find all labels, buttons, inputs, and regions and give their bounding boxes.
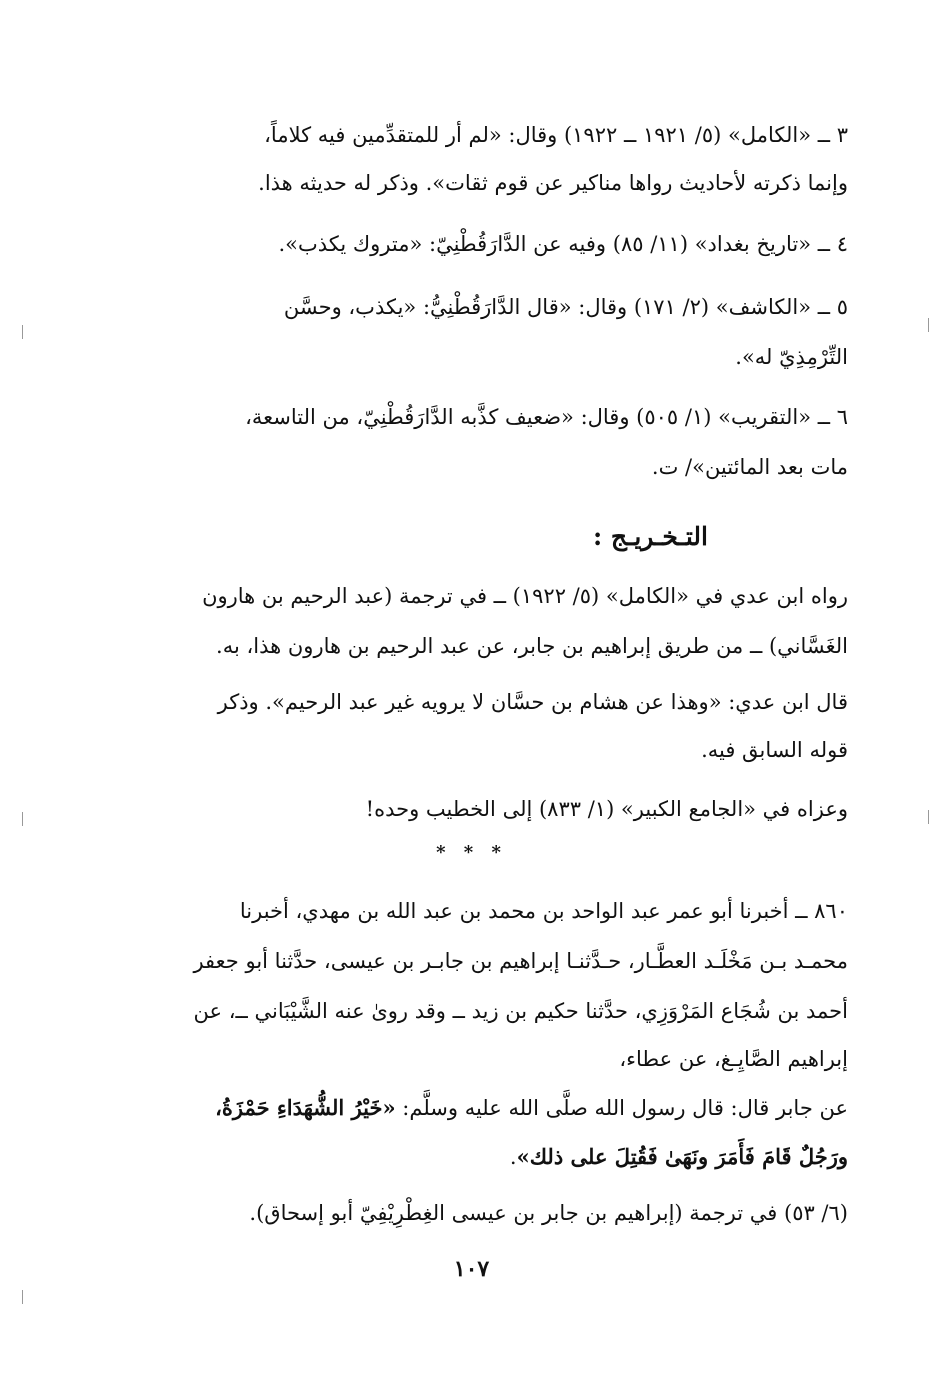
matn-quote-end: ورَجُلٌ قَامَ فَأَمَرَ ونَهَىٰ فَقُتِلَ على ذلك» [516, 1144, 848, 1169]
scan-edge-mark [22, 1290, 23, 1304]
scan-edge-mark [22, 812, 23, 826]
scan-edge-mark [928, 810, 929, 824]
hadith-matn-line-1 [96, 1082, 848, 1134]
page-number: ١٠٧ [453, 1256, 490, 1282]
section-separator: * * * [436, 842, 507, 863]
takhrij-para-3: وعزاه في «الجامع الكبير» (١/ ٨٣٣) إلى الخطيب وحده! [365, 797, 848, 821]
hadith-reference: (٦/ ٥٣) في ترجمة (إبراهيم بن جابر بن عيسى الغِطْرِيْفِيّ أبو إسحاق). [249, 1201, 848, 1225]
takhrij-para-2-line-1: قال ابن عدي: «وهذا عن هشام بن حسَّان لا يرويه غير عبد الرحيم». وذكر [217, 690, 848, 714]
matn-intro: عن جابر قال: قال رسول الله صلَّى الله عليه وسلَّم: [395, 1096, 848, 1120]
takhrij-para-1-line-1: رواه ابن عدي في «الكامل» (٥/ ١٩٢٢) ــ في ترجمة (عبد الرحيم بن هارون [202, 584, 848, 608]
hadith-matn-line-2 [96, 1131, 848, 1183]
footnote-3-line-1: ٣ ــ «الكامل» (٥/ ١٩٢١ ــ ١٩٢٢) وقال: «لم أر للمتقدِّمين فيه كلاماً، [264, 123, 848, 147]
scan-edge-mark [928, 318, 929, 332]
takhrij-para-1-line-2: الغَسَّاني) ــ من طريق إبراهيم بن جابر، عن عبد الرحيم بن هارون هذا، به. [216, 634, 848, 658]
matn-quote-start: «خَيْرُ الشُّهَدَاءِ حَمْزَةُ، [215, 1095, 396, 1120]
footnote-6-line-2: مات بعد المائتين»/ ت. [651, 455, 848, 479]
hadith-isnad-line-3: أحمد بن شُجَاع المَرْوَزِي، حدَّثنا حكيم بن زيد ــ وقد روىٰ عنه الشَّيْبَاني ــ، عن [193, 999, 848, 1023]
hadith-isnad-line-1: ٨٦٠ ــ أخبرنا أبو عمر عبد الواحد بن محمد بن عبد الله بن مهدي، أخبرنا [239, 899, 848, 923]
takhrij-heading: التـخـريـج : [592, 522, 708, 551]
footnote-6-line-1: ٦ ــ «التقريب» (١/ ٥٠٥) وقال: «ضعيف كذَّبه الدَّارَقُطْنِيّ، من التاسعة، [245, 405, 848, 429]
footnote-4-line-1: ٤ ــ «تاريخ بغداد» (١١/ ٨٥) وفيه عن الدَّارَقُطْنِيّ: «متروك يكذب». [278, 232, 848, 256]
takhrij-para-2-line-2: قوله السابق فيه. [701, 738, 848, 762]
footnote-5-line-2: التِّرْمِذِيّ له». [735, 345, 848, 369]
footnote-5-line-1: ٥ ــ «الكاشف» (٢/ ١٧١) وقال: «قال الدَّارَقُطْنِيُّ: «يكذب، وحسَّن [283, 295, 848, 319]
matn-period: . [509, 1145, 517, 1169]
hadith-isnad-line-2: محمـد بـن مَخْلَـد العطَّـار، حـدَّثنـا إبراهيم بن جابـر بن عيسى، حدَّثنا أبو جعفر [193, 949, 848, 973]
footnote-3-line-2: وإنما ذكرته لأحاديث رواها مناكير عن قوم ثقات». وذكر له حديثه هذا. [258, 171, 848, 195]
scan-edge-mark [22, 325, 23, 339]
hadith-isnad-line-4: إبراهيم الصَّايِـغ، عن عطاء، [619, 1047, 848, 1071]
